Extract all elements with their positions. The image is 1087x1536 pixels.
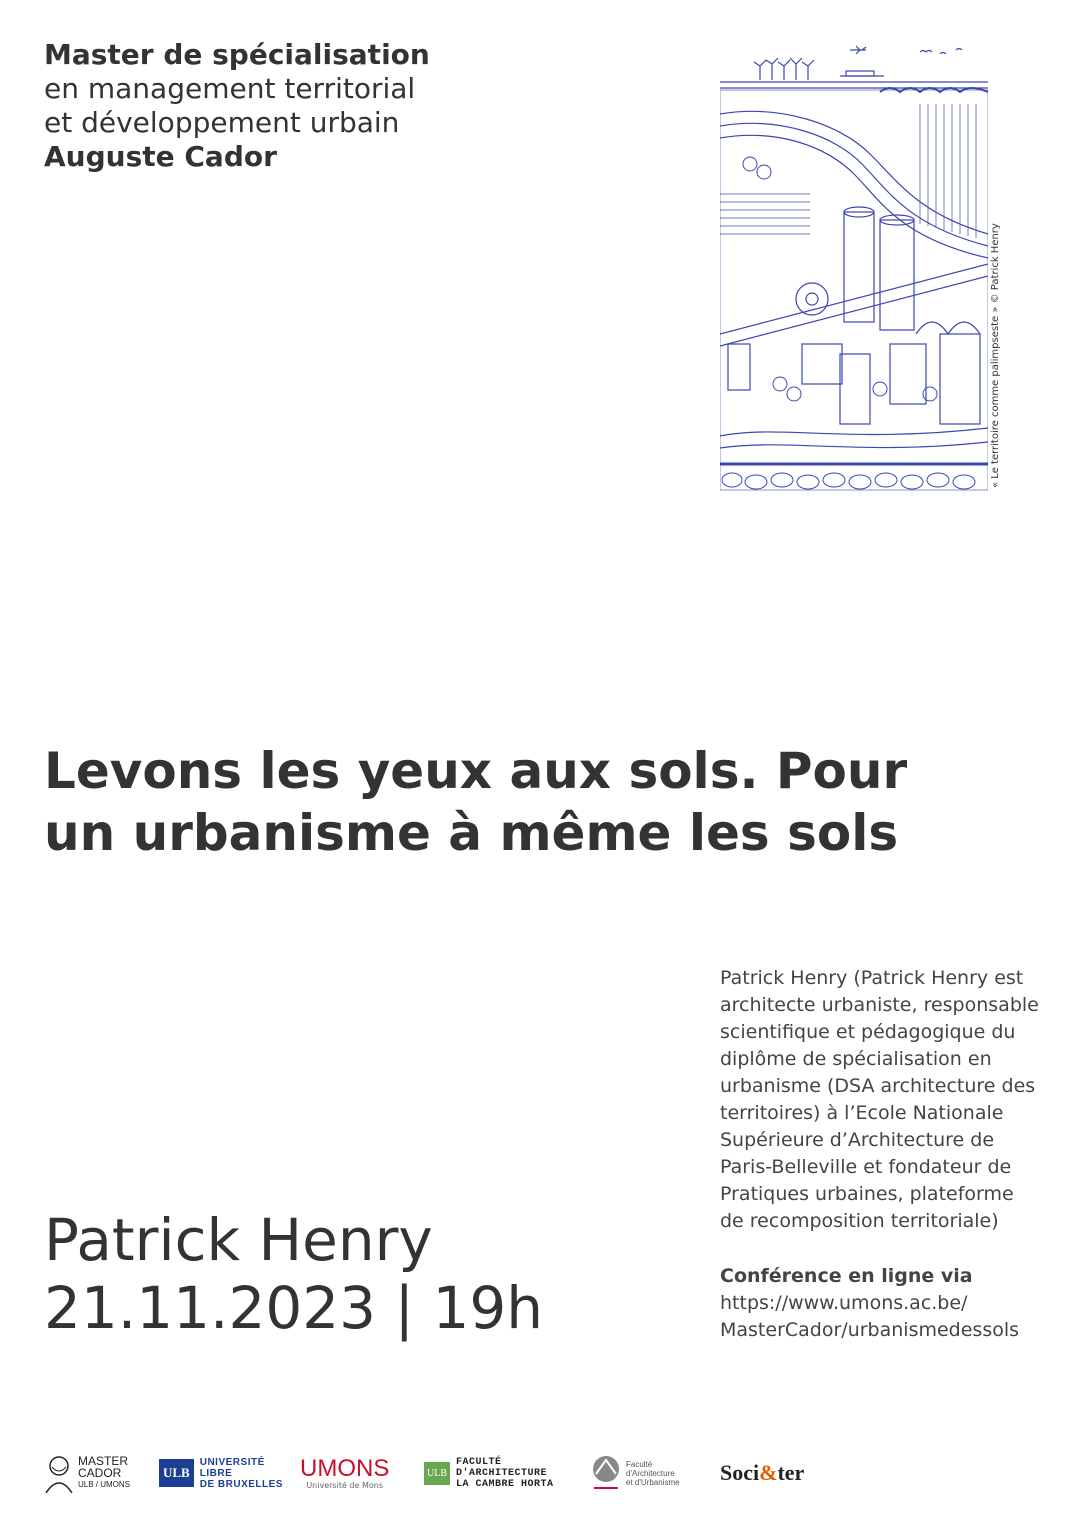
conference-label: Conférence en ligne via [720,1265,973,1287]
plane-icon [850,46,866,54]
speaker-block [44,1206,543,1342]
faculte-emblem-icon [590,1454,622,1492]
umons-wordmark: UMONS [300,1454,390,1482]
ulb-mark: ULB [159,1459,194,1487]
ulb-text: DE BRUXELLES [199,1478,283,1490]
territory-drawing-svg [720,44,988,492]
speaker-bio [720,965,1060,1235]
ulb-text: LIBRE [199,1467,233,1479]
title-line-1: Levons les yeux aux sols. Pour [44,742,908,800]
bio-line: Paris-Belleville et fondateur de [720,1156,1012,1178]
socitter-part: Soci [720,1460,760,1485]
event-date-time: 21.11.2023 | 19h [44,1274,544,1342]
conference-url-line-2: MasterCador/urbanismedessols [720,1319,1020,1341]
ulb-text: UNIVERSITÉ [199,1456,265,1468]
faculte-text: et d'Urbanisme [626,1477,680,1487]
socitter-logo [720,1438,804,1508]
territory-drawing [720,44,988,492]
faculte-urbanisme-logo [590,1438,680,1508]
bio-line: architecte urbaniste, responsable [720,994,1039,1016]
program-subtitle-1: en management territorial [44,72,416,105]
partner-logos [44,1438,1044,1508]
master-cador-text: MASTER [78,1454,129,1468]
bio-line: Pratiques urbaines, plateforme [720,1183,1014,1205]
cambre-text: LA CAMBRE HORTA [456,1478,554,1490]
umons-subtitle: Université de Mons [306,1480,383,1490]
cambre-text: FACULTÉ [456,1456,502,1468]
wind-turbines-icon [754,58,814,80]
cambre-mark: ULB [424,1462,450,1485]
bio-line: territoires) à l’Ecole Nationale [720,1102,1004,1124]
faculte-text: Faculté [626,1459,653,1469]
faculte-text: d'Architecture [626,1468,675,1478]
socitter-part: ter [777,1460,805,1485]
conference-access [720,1263,1060,1344]
conference-link[interactable] [720,1290,1060,1344]
socitter-ampersand: & [759,1460,778,1485]
bio-line: Patrick Henry (Patrick Henry est [720,967,1024,989]
program-subtitle-2: et développement urbain [44,106,400,139]
portrait-icon [44,1453,74,1493]
master-cador-text: ULB / UMONS [78,1480,131,1489]
cambre-horta-logo [424,1438,554,1508]
master-cador-logo [44,1438,130,1508]
bio-line: de recomposition territoriale) [720,1210,999,1232]
illustration-credit: « Le territoire comme palimpseste » © Patrick Henry [990,223,1001,488]
title-line-2: un urbanisme à même les sols [44,804,899,862]
ulb-logo [159,1438,283,1508]
bio-line: diplôme de spécialisation en [720,1048,992,1070]
bio-line: Supérieure d’Architecture de [720,1129,995,1151]
program-title: Master de spécialisation [44,38,430,71]
master-cador-text: CADOR [78,1466,122,1480]
umons-logo [300,1438,389,1508]
conference-url-line-1: https://www.umons.ac.be/ [720,1292,968,1314]
conference-title [44,740,1054,864]
program-name: Auguste Cador [44,140,277,173]
bio-line: scientifique et pédagogique du [720,1021,1016,1043]
bio-line: urbanisme (DSA architecture des [720,1075,1036,1097]
birds-icon [920,49,962,55]
cambre-text: D'ARCHITECTURE [456,1467,548,1479]
speaker-name: Patrick Henry [44,1206,433,1274]
program-header [44,38,430,174]
